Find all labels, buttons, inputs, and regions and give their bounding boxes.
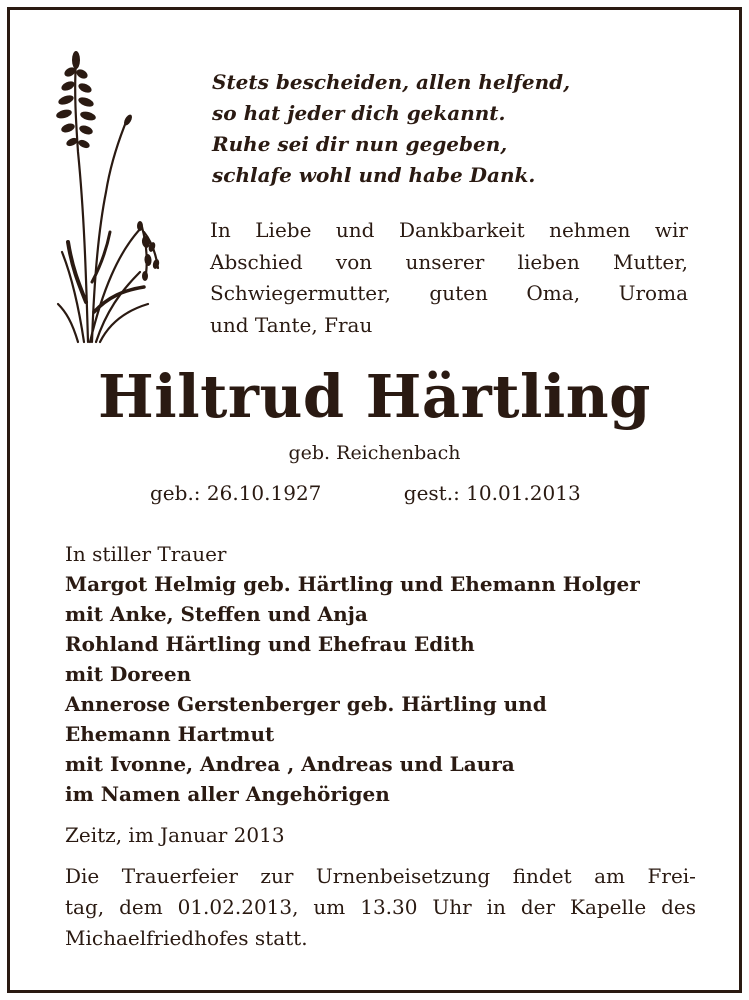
grass-plant-icon (48, 42, 163, 347)
obituary-frame (7, 7, 742, 993)
birth-date: geb.: 26.10.1927 (150, 481, 322, 505)
intro-line: In Liebe und Dankbarkeit nehmen wir (210, 218, 688, 242)
mourners (65, 539, 640, 809)
poem-line: so hat jeder dich gekannt. (212, 101, 506, 125)
mourners-heading: In stiller Trauer (65, 542, 227, 566)
mourner-line: Annerose Gerstenberger geb. Härtling und (65, 692, 547, 716)
poem-line: Stets bescheiden, allen helfend, (212, 70, 571, 94)
poem (212, 67, 570, 191)
notice-line: tag, dem 01.02.2013, um 13.30 Uhr in der Kapelle des (65, 895, 696, 919)
mourner-line: Ehemann Hartmut (65, 722, 275, 746)
mourner-line: Rohland Härtling und Ehefrau Edith (65, 632, 475, 656)
funeral-notice (65, 861, 696, 954)
notice-line: Michaelfriedhofes statt. (65, 926, 308, 950)
intro-text (210, 215, 688, 341)
intro-line: und Tante, Frau (210, 312, 373, 337)
mourner-line: Margot Helmig geb. Härtling und Ehemann Holger (65, 572, 640, 596)
place-date: Zeitz, im Januar 2013 (65, 823, 285, 847)
notice-line: Die Trauerfeier zur Urnenbeisetzung findet am Frei- (65, 864, 696, 888)
mourner-line: mit Ivonne, Andrea , Andreas und Laura (65, 752, 515, 776)
intro-line: Abschied von unserer lieben Mutter, (210, 249, 688, 274)
mourner-line: mit Anke, Steffen und Anja (65, 602, 368, 626)
mourner-line: mit Doreen (65, 662, 192, 686)
life-dates (150, 478, 581, 508)
death-date: gest.: 10.01.2013 (403, 481, 581, 505)
mourner-line: im Namen aller Angehörigen (65, 782, 390, 806)
poem-line: schlafe wohl und habe Dank. (212, 163, 536, 187)
intro-line: Schwiegermutter, guten Oma, Uroma (210, 281, 688, 305)
maiden-name: geb. Reichenbach (288, 442, 461, 464)
deceased-name: Hiltrud Härtling (98, 362, 651, 431)
poem-line: Ruhe sei dir nun gegeben, (212, 132, 508, 156)
